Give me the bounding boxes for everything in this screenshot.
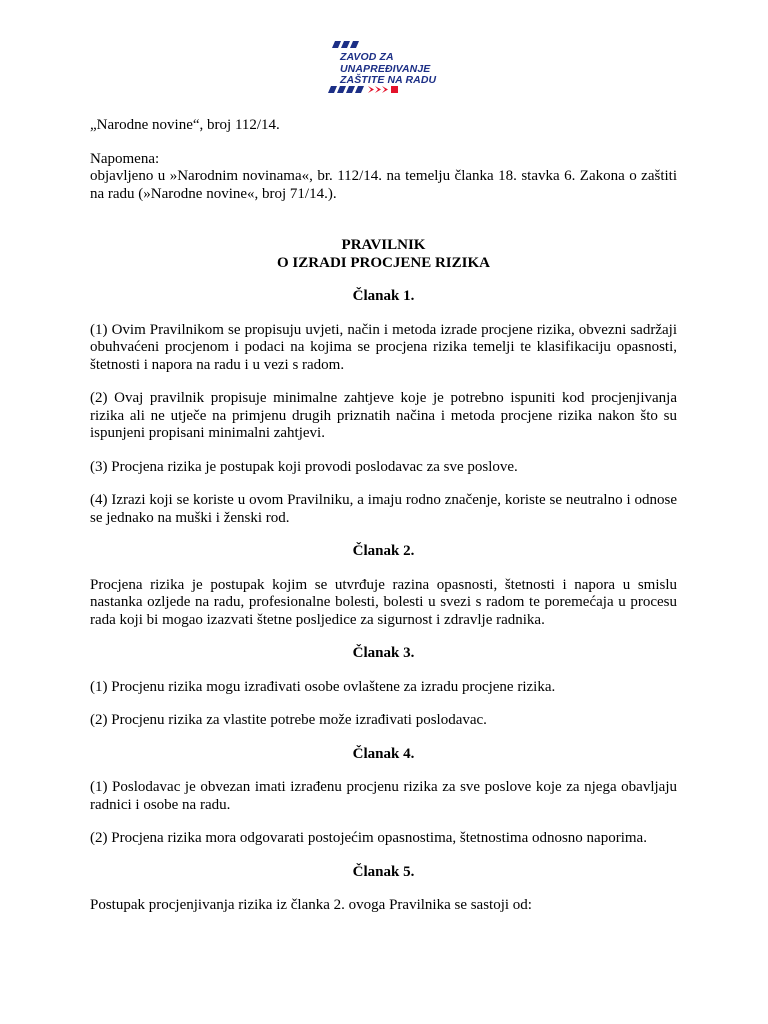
article-paragraph: (4) Izrazi koji se koriste u ovom Pravilniku, a imaju rodno značenje, koriste se neutralno i odnose se jednako na muški i ženski rod. bbox=[90, 492, 677, 526]
note-text: objavljeno u »Narodnim novinama«, br. 112/14. na temelju članka 18. stavka 6. Zakona o zaštiti na radu (»Narodne novine«, broj 71/14.). bbox=[90, 168, 677, 202]
title-line-2: O IZRADI PROCJENE RIZIKA bbox=[277, 254, 490, 271]
article-paragraph: (1) Procjenu rizika mogu izrađivati osobe ovlaštene za izradu procjene rizika. bbox=[90, 678, 556, 695]
article-paragraph: (2) Procjenu rizika za vlastite potrebe može izrađivati poslodavac. bbox=[90, 712, 487, 728]
logo-stripes-top-icon bbox=[332, 41, 372, 49]
title-line-1: PRAVILNIK bbox=[341, 237, 426, 253]
article-paragraph: (2) Ovaj pravilnik propisuje minimalne zahtjeve koje je potrebno ispuniti kod procjenjivanja rizika ali ne utječe na primjenu drugih priznatih načina i metoda procjene rizika nakon što su ispunjeni propisani minimalni zahtjevi. bbox=[90, 390, 677, 441]
article-heading: Članak 4. bbox=[352, 745, 415, 762]
article-heading: Članak 5. bbox=[352, 863, 415, 880]
article-paragraph: (1) Ovim Pravilnikom se propisuju uvjeti, način i metoda izrade procjene rizika, obvezni sadržaji obuhvaćeni procjenom i podaci na kojima se procjena rizika temelji te klasifikaciju opasnosti, štetnosti i napora na radu i u vezi s radom. bbox=[90, 321, 677, 373]
article-paragraph: Procjena rizika je postupak kojim se utvrđuje razina opasnosti, štetnosti i napora u smislu nastanka ozljede na radu, profesionalne bolesti, bolesti u svezi s radom te poremećaja u procesu rada koji bi mogao izazvati štetne posljedice za sigurnost i zdravlje radnika. bbox=[90, 576, 677, 628]
logo-line-1: ZAVOD ZA bbox=[340, 51, 394, 63]
article-heading: Članak 1. bbox=[352, 288, 415, 304]
article-paragraph: (3) Procjena rizika je postupak koji provodi poslodavac za sve poslove. bbox=[90, 458, 518, 475]
logo-text bbox=[340, 52, 450, 87]
article-paragraph: (2) Procjena rizika mora odgovarati postojećim opasnostima, štetnostima odnosno naporima. bbox=[90, 830, 647, 846]
article-paragraph: (1) Poslodavac je obvezan imati izrađenu procjenu rizika za sve poslove koje za njega obavljaju radnici i osobe na radu. bbox=[90, 779, 677, 813]
logo-stripes-bottom-icon bbox=[328, 86, 408, 94]
institute-logo bbox=[328, 40, 444, 100]
logo-line-2: UNAPREĐIVANJE bbox=[340, 62, 431, 75]
document-page bbox=[90, 117, 677, 931]
article-heading: Članak 3. bbox=[352, 645, 415, 661]
note-label: Napomena: bbox=[90, 150, 160, 167]
document-title bbox=[90, 237, 677, 272]
logo-line-3: ZAŠTITE NA RADU bbox=[340, 74, 437, 86]
article-paragraph: Postupak procjenjivanja rizika iz članka 2. ovoga Pravilnika se sastoji od: bbox=[90, 897, 532, 913]
article-heading: Članak 2. bbox=[352, 543, 415, 559]
gazette-reference: „Narodne novine“, broj 112/14. bbox=[90, 117, 280, 133]
